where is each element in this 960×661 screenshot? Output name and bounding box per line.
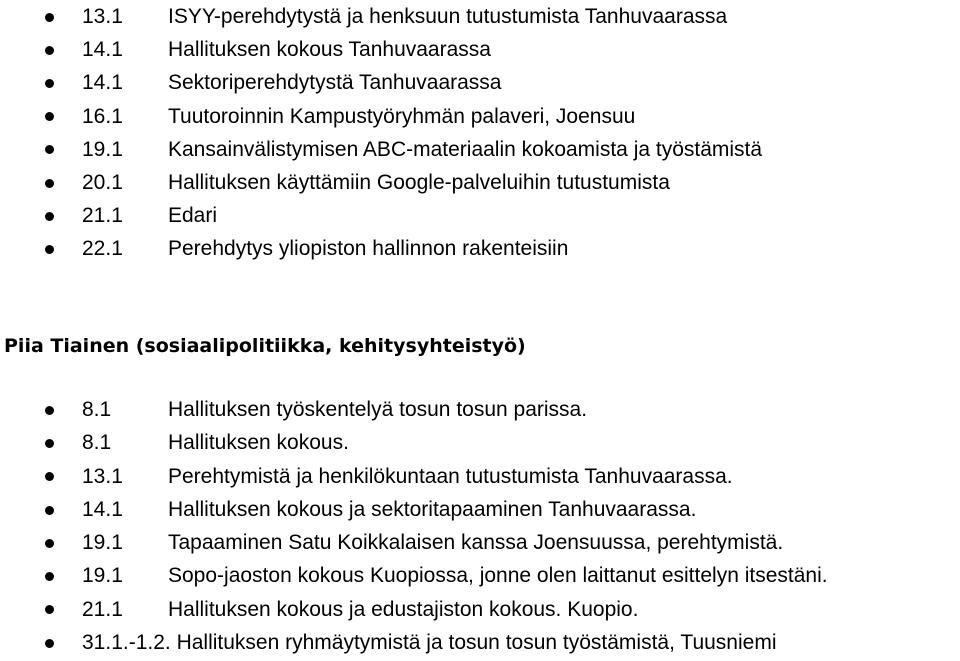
item-line [82,626,776,659]
bullet-icon [45,539,54,548]
item-text: Hallituksen kokous Tanhuvaarassa [168,38,491,62]
item-date: 14.1 [82,38,123,62]
item-date: 22.1 [82,237,123,261]
item-date: 14.1 [82,497,123,521]
item-text: Hallituksen kokous ja edustajiston kokous. Kuopio. [168,597,639,621]
item-text: Hallituksen kokous. [168,431,349,455]
bullet-icon [45,439,54,448]
item-text: ISYY-perehdytystä ja henksuun tutustumista Tanhuvaarassa [168,5,728,28]
item-date: 13.1 [82,5,123,28]
item-date: 8.1 [82,398,112,421]
bullet-icon [45,245,54,254]
item-text: Hallituksen käyttämiin Google-palveluihin tutustumista [168,170,670,194]
bullet-icon [45,13,54,22]
item-date: 21.1 [82,597,123,621]
bullet-icon [45,572,54,581]
item-text: Perehdytys yliopiston hallinnon rakenteisiin [168,237,569,261]
item-date: 31.1.-1.2. [82,631,171,655]
bullet-icon [45,112,54,121]
item-text: Sopo-jaoston kokous Kuopiossa, jonne olen laittanut esittelyn itsestäni. [168,564,828,588]
item-date: 21.1 [82,204,123,228]
item-text: Edari [168,204,218,228]
bullet-icon [45,179,54,188]
bullet-icon [45,79,54,88]
person-heading: Piia Tiainen (sosiaalipolitiikka, kehitysyhteistyö) [4,335,526,357]
item-text: Hallituksen ryhmäytymistä ja tosun tosun työstämistä, Tuusniemi [176,631,777,655]
bullet-icon [45,212,54,221]
bullet-icon [45,639,54,648]
item-date: 16.1 [82,104,123,128]
bullet-icon [45,406,54,415]
item-text: Hallituksen kokous ja sektoritapaaminen Tanhuvaarassa. [168,497,697,521]
item-text: Kansainvälistymisen ABC-materiaalin kokoamista ja työstämistä [168,137,763,161]
item-date: 14.1 [82,71,123,95]
bullet-icon [45,605,54,614]
item-text: Tuutoroinnin Kampustyöryhmän palaveri, Joensuu [168,104,636,128]
item-date: 13.1 [82,464,123,488]
item-text: Hallituksen työskentelyä tosun tosun parissa. [168,398,588,421]
bullet-icon [45,46,54,55]
item-text: Perehtymistä ja henkilökuntaan tutustumista Tanhuvaarassa. [168,464,733,488]
item-date: 19.1 [82,531,123,555]
bullet-icon [45,472,54,481]
bullet-icon [45,145,54,154]
item-text: Sektoriperehdytystä Tanhuvaarassa [168,71,502,95]
item-date: 19.1 [82,137,123,161]
item-text: Tapaaminen Satu Koikkalaisen kanssa Joensuussa, perehtymistä. [168,531,784,555]
item-date: 20.1 [82,170,123,194]
item-date: 19.1 [82,564,123,588]
bullet-icon [45,506,54,515]
item-date: 8.1 [82,431,112,455]
